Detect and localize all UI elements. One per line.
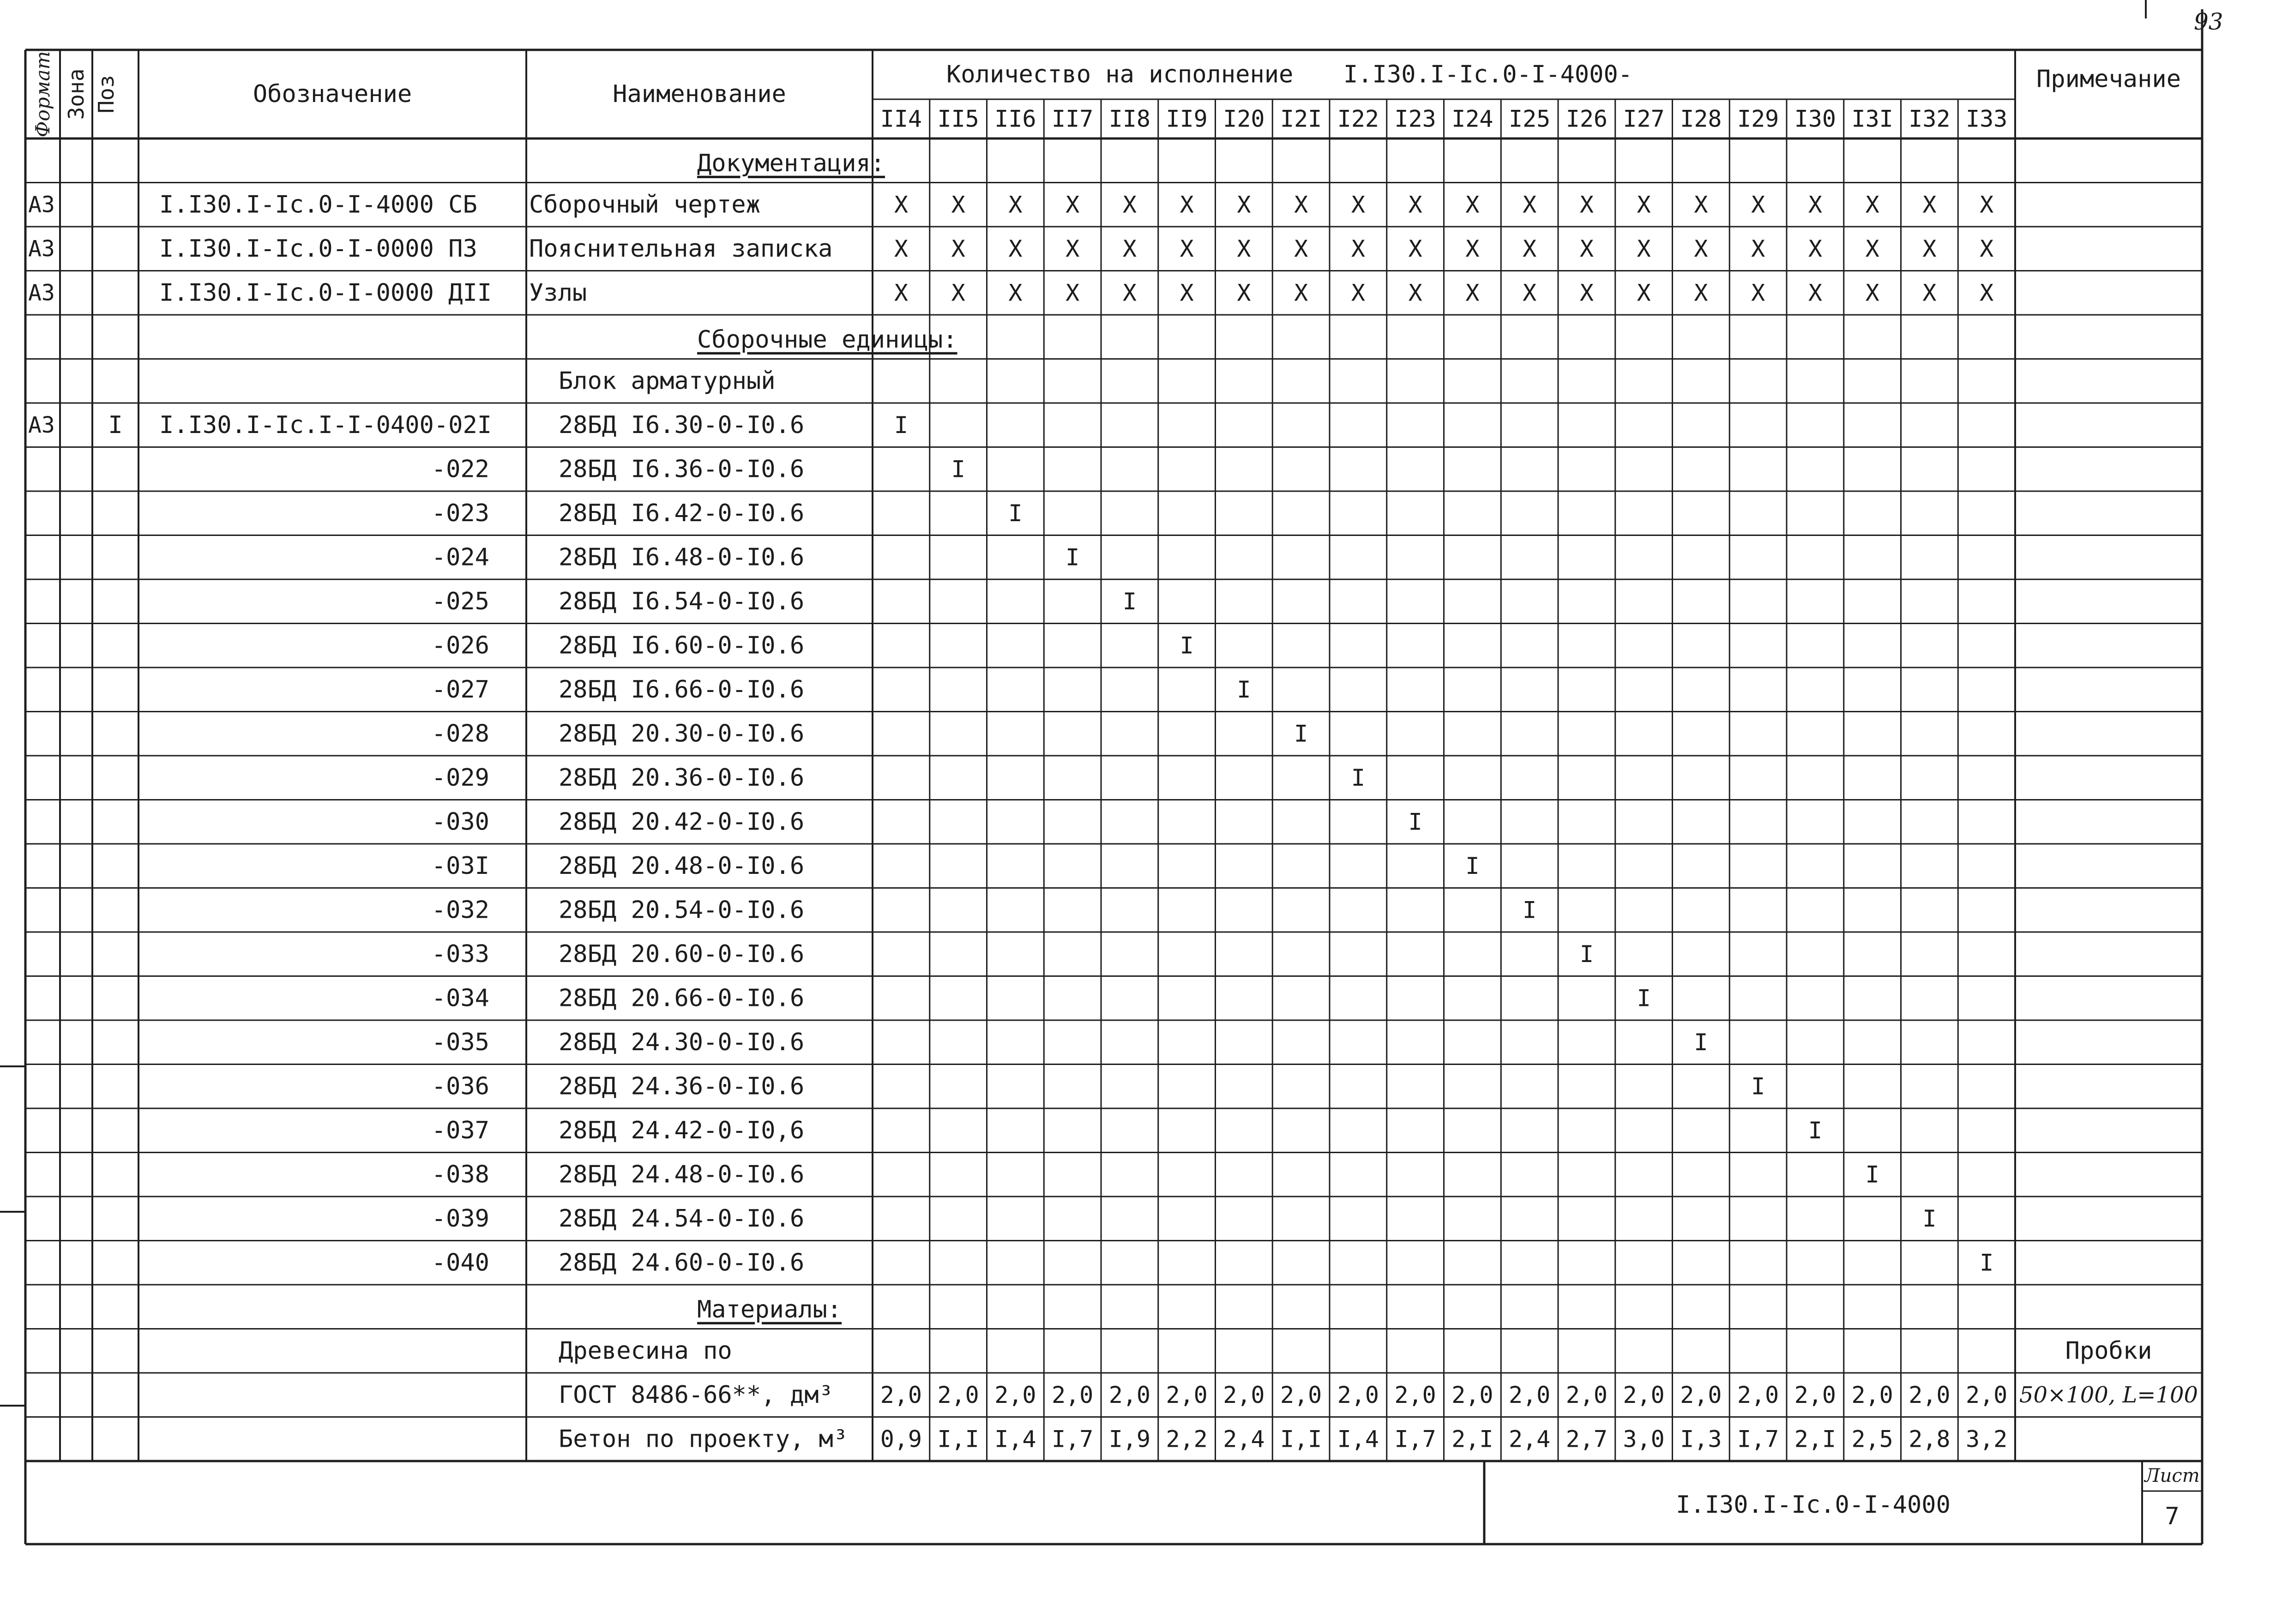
quantity-cell: X: [1351, 279, 1365, 307]
variant-header: I29: [1737, 105, 1779, 132]
quantity-cell: 2,0: [1565, 1381, 1608, 1408]
quantity-cell: I: [1465, 852, 1480, 879]
format-cell: А3: [28, 235, 55, 262]
variant-header: I30: [1794, 105, 1836, 132]
quantity-cell: I: [1808, 1117, 1822, 1144]
table-text: [28, 51, 2200, 1530]
variant-header: II6: [994, 105, 1036, 132]
quantity-cell: X: [951, 279, 965, 307]
name-cell: 28БД 24.48-0-I0.6: [559, 1161, 805, 1189]
quantity-cell: 2,4: [1508, 1426, 1551, 1453]
quantity-cell: X: [951, 235, 965, 262]
quantity-cell: X: [1922, 191, 1937, 218]
quantity-cell: 2,0: [1394, 1381, 1436, 1408]
quantity-cell: X: [1180, 191, 1194, 218]
header-note: Примечание: [2036, 65, 2181, 93]
quantity-cell: 2,0: [1680, 1381, 1722, 1408]
quantity-cell: X: [1351, 191, 1365, 218]
quantity-cell: I: [1922, 1205, 1937, 1232]
quantity-cell: 2,0: [937, 1381, 979, 1408]
quantity-cell: 2,0: [1051, 1381, 1094, 1408]
quantity-cell: 2,0: [1508, 1381, 1551, 1408]
quantity-cell: I: [894, 411, 908, 439]
quantity-cell: I,7: [1051, 1426, 1094, 1453]
quantity-cell: X: [1066, 191, 1080, 218]
quantity-cell: X: [1066, 235, 1080, 262]
designation-cell: -038: [431, 1161, 489, 1189]
variant-header: II8: [1108, 105, 1151, 132]
designation-cell: -022: [431, 455, 489, 483]
designation-cell: -035: [431, 1028, 489, 1056]
quantity-cell: X: [1808, 235, 1822, 262]
designation-cell: -034: [431, 984, 489, 1012]
variant-header: II4: [880, 105, 922, 132]
quantity-cell: X: [1865, 279, 1879, 307]
section-heading: Материалы:: [697, 1295, 842, 1323]
quantity-cell: X: [1808, 191, 1822, 218]
name-cell: 28БД I6.30-0-I0.6: [559, 411, 805, 439]
quantity-cell: X: [1008, 191, 1023, 218]
quantity-cell: 0,9: [880, 1426, 922, 1453]
name-cell: 28БД I6.54-0-I0.6: [559, 587, 805, 615]
designation-cell: -030: [431, 808, 489, 836]
name-cell: 28БД I6.60-0-I0.6: [559, 632, 805, 660]
header-quantity-title: Количество на исполнение: [946, 60, 1294, 89]
quantity-cell: X: [1465, 279, 1480, 307]
designation-cell: -024: [431, 543, 489, 571]
quantity-cell: 2,0: [994, 1381, 1036, 1408]
quantity-cell: X: [1122, 279, 1137, 307]
name-cell: 28БД 24.30-0-I0.6: [559, 1028, 805, 1056]
quantity-cell: 2,2: [1166, 1426, 1208, 1453]
quantity-cell: X: [1294, 191, 1308, 218]
quantity-cell: X: [1865, 235, 1879, 262]
quantity-cell: 3,2: [1965, 1426, 2008, 1453]
designation-cell: -039: [431, 1204, 489, 1233]
quantity-cell: X: [1751, 235, 1765, 262]
quantity-cell: I,4: [994, 1426, 1036, 1453]
name-cell: Узлы: [529, 279, 587, 307]
name-cell: 28БД 20.48-0-I0.6: [559, 852, 805, 880]
quantity-cell: X: [1922, 235, 1937, 262]
quantity-cell: X: [1351, 235, 1365, 262]
format-cell: А3: [28, 412, 55, 438]
quantity-cell: X: [1980, 191, 1994, 218]
quantity-cell: X: [1008, 279, 1023, 307]
page-number: 93: [2194, 8, 2223, 35]
quantity-cell: I: [1694, 1029, 1708, 1056]
variant-header: I32: [1909, 105, 1951, 132]
header-name: Наименование: [613, 80, 786, 108]
variant-header: II7: [1051, 105, 1094, 132]
designation-cell: -037: [431, 1116, 489, 1144]
header-zone: Зона: [64, 68, 89, 120]
name-cell: Пояснительная записка: [529, 235, 833, 263]
sheet-number: 7: [2165, 1503, 2180, 1530]
variant-header: II9: [1166, 105, 1208, 132]
designation-cell: -036: [431, 1072, 489, 1101]
designation-cell: -029: [431, 764, 489, 792]
quantity-cell: X: [1751, 279, 1765, 307]
quantity-cell: I: [1751, 1073, 1765, 1100]
variant-header: I22: [1337, 105, 1379, 132]
quantity-cell: X: [1408, 191, 1422, 218]
name-cell: 28БД I6.66-0-I0.6: [559, 675, 805, 704]
quantity-cell: I: [1122, 588, 1137, 615]
designation-cell: -025: [431, 587, 489, 615]
quantity-cell: I: [1865, 1161, 1879, 1188]
quantity-cell: X: [894, 191, 908, 218]
quantity-cell: I,9: [1108, 1426, 1151, 1453]
quantity-cell: X: [1694, 191, 1708, 218]
name-cell: ГОСТ 8486-66**, дм³: [559, 1381, 833, 1409]
quantity-cell: 2,0: [1623, 1381, 1665, 1408]
name-cell: 28БД 20.42-0-I0.6: [559, 808, 805, 836]
quantity-cell: I: [1237, 676, 1251, 703]
quantity-cell: 2,0: [1337, 1381, 1379, 1408]
pos-cell: I: [108, 411, 123, 439]
designation-cell: I.I30.I-Ic.0-I-4000 СБ: [159, 191, 477, 219]
quantity-cell: 2,0: [1965, 1381, 2008, 1408]
designation-cell: -027: [431, 675, 489, 704]
name-cell: 28БД 24.42-0-I0,6: [559, 1116, 805, 1144]
quantity-cell: 2,7: [1565, 1426, 1608, 1453]
variant-header: I26: [1565, 105, 1608, 132]
quantity-cell: X: [1980, 279, 1994, 307]
quantity-cell: X: [1579, 191, 1594, 218]
quantity-cell: X: [1637, 235, 1651, 262]
name-cell: 28БД 24.54-0-I0.6: [559, 1204, 805, 1233]
quantity-cell: I,3: [1680, 1426, 1722, 1453]
quantity-cell: 2,0: [1794, 1381, 1836, 1408]
name-cell: 28БД 24.60-0-I0.6: [559, 1249, 805, 1277]
quantity-cell: I,I: [1280, 1426, 1322, 1453]
sheet-label: Лист: [2144, 1465, 2200, 1486]
name-cell: 28БД 20.54-0-I0.6: [559, 896, 805, 924]
quantity-cell: X: [1180, 235, 1194, 262]
variant-header: I27: [1623, 105, 1665, 132]
quantity-cell: I,7: [1737, 1426, 1779, 1453]
quantity-cell: 2,0: [1166, 1381, 1208, 1408]
quantity-cell: X: [1008, 235, 1023, 262]
quantity-cell: I: [1980, 1249, 1994, 1276]
quantity-cell: I: [1180, 632, 1194, 659]
quantity-cell: X: [1066, 279, 1080, 307]
name-cell: 28БД I6.42-0-I0.6: [559, 499, 805, 527]
quantity-cell: X: [1579, 235, 1594, 262]
quantity-cell: 2,5: [1851, 1426, 1893, 1453]
name-cell: Бетон по проекту, м³: [559, 1425, 848, 1453]
variant-header: I25: [1508, 105, 1551, 132]
name-cell: 28БД 20.30-0-I0.6: [559, 720, 805, 748]
designation-cell: -03I: [431, 852, 489, 880]
name-cell: 28БД 20.36-0-I0.6: [559, 764, 805, 792]
quantity-cell: X: [894, 235, 908, 262]
quantity-cell: 2,0: [1108, 1381, 1151, 1408]
quantity-cell: X: [1865, 191, 1879, 218]
sub-heading: Блок арматурный: [559, 367, 776, 395]
note-cell: 50×100, L=100: [2019, 1382, 2198, 1408]
header-format: Формат: [31, 51, 54, 138]
quantity-cell: X: [1408, 235, 1422, 262]
quantity-cell: I,7: [1394, 1426, 1436, 1453]
name-cell: 28БД 20.60-0-I0.6: [559, 940, 805, 968]
quantity-cell: 2,0: [880, 1381, 922, 1408]
quantity-cell: X: [1465, 235, 1480, 262]
quantity-cell: 2,0: [1280, 1381, 1322, 1408]
designation-cell: -032: [431, 896, 489, 924]
quantity-cell: I: [1066, 544, 1080, 571]
quantity-cell: 2,0: [1223, 1381, 1265, 1408]
quantity-cell: X: [1294, 235, 1308, 262]
quantity-cell: X: [951, 191, 965, 218]
designation-cell: -026: [431, 632, 489, 660]
quantity-cell: X: [1694, 279, 1708, 307]
note-cell: Пробки: [2065, 1337, 2152, 1365]
quantity-cell: 3,0: [1623, 1426, 1665, 1453]
quantity-cell: I: [1351, 764, 1365, 791]
quantity-cell: X: [1408, 279, 1422, 307]
header-pos: Поз: [94, 75, 119, 114]
quantity-cell: X: [1237, 279, 1251, 307]
quantity-cell: X: [1465, 191, 1480, 218]
quantity-cell: X: [1751, 191, 1765, 218]
quantity-cell: 2,8: [1909, 1426, 1951, 1453]
name-cell: 28БД 24.36-0-I0.6: [559, 1072, 805, 1101]
quantity-cell: I,4: [1337, 1426, 1379, 1453]
quantity-cell: 2,I: [1451, 1426, 1493, 1453]
quantity-cell: X: [1523, 191, 1537, 218]
quantity-cell: X: [1294, 279, 1308, 307]
quantity-cell: 2,0: [1451, 1381, 1493, 1408]
designation-cell: -028: [431, 720, 489, 748]
quantity-cell: 2,0: [1909, 1381, 1951, 1408]
header-quantity-code: I.I30.I-Ic.0-I-4000-: [1343, 60, 1633, 89]
variant-header: I3I: [1851, 105, 1893, 132]
quantity-cell: X: [1122, 191, 1137, 218]
quantity-cell: I: [1008, 499, 1023, 527]
quantity-cell: X: [894, 279, 908, 307]
variant-header: I28: [1680, 105, 1722, 132]
quantity-cell: I: [1408, 808, 1422, 836]
name-cell: 28БД I6.48-0-I0.6: [559, 543, 805, 571]
quantity-cell: 2,4: [1223, 1426, 1265, 1453]
quantity-cell: X: [1180, 279, 1194, 307]
variant-header: I33: [1965, 105, 2008, 132]
quantity-cell: X: [1523, 235, 1537, 262]
quantity-cell: X: [1694, 235, 1708, 262]
quantity-cell: X: [1237, 191, 1251, 218]
designation-cell: -023: [431, 499, 489, 527]
quantity-cell: 2,I: [1794, 1426, 1836, 1453]
header-designation: Обозначение: [253, 80, 412, 108]
doc-code: I.I30.I-Ic.0-I-4000: [1676, 1491, 1951, 1519]
quantity-cell: X: [1523, 279, 1537, 307]
quantity-cell: 2,0: [1851, 1381, 1893, 1408]
variant-header: I24: [1451, 105, 1493, 132]
quantity-cell: X: [1922, 279, 1937, 307]
section-heading: Документация:: [697, 149, 885, 177]
designation-cell: -040: [431, 1249, 489, 1277]
quantity-cell: I,I: [937, 1426, 979, 1453]
name-cell: 28БД 20.66-0-I0.6: [559, 984, 805, 1012]
designation-cell: I.I30.I-Ic.I-I-0400-02I: [159, 411, 492, 439]
variant-header: I23: [1394, 105, 1436, 132]
section-heading: Сборочные единицы:: [697, 325, 957, 354]
variant-header: II5: [937, 105, 979, 132]
quantity-cell: I: [951, 456, 965, 483]
designation-cell: I.I30.I-Ic.0-I-0000 ПЗ: [159, 235, 477, 263]
quantity-cell: 2,0: [1737, 1381, 1779, 1408]
quantity-cell: X: [1637, 279, 1651, 307]
format-cell: А3: [28, 280, 55, 306]
name-cell: Сборочный чертеж: [529, 191, 760, 219]
quantity-cell: X: [1637, 191, 1651, 218]
quantity-cell: I: [1523, 896, 1537, 924]
quantity-cell: X: [1579, 279, 1594, 307]
designation-cell: -033: [431, 940, 489, 968]
quantity-cell: I: [1579, 940, 1594, 968]
quantity-cell: I: [1637, 985, 1651, 1012]
designation-cell: I.I30.I-Ic.0-I-0000 ДII: [159, 279, 492, 307]
variant-header: I20: [1223, 105, 1265, 132]
format-cell: А3: [28, 192, 55, 218]
quantity-cell: X: [1122, 235, 1137, 262]
quantity-cell: X: [1237, 235, 1251, 262]
quantity-cell: X: [1980, 235, 1994, 262]
name-cell: Древесина по: [559, 1337, 732, 1365]
variant-header: I2I: [1280, 105, 1322, 132]
quantity-cell: X: [1808, 279, 1822, 307]
name-cell: 28БД I6.36-0-I0.6: [559, 455, 805, 483]
quantity-cell: I: [1294, 720, 1308, 747]
